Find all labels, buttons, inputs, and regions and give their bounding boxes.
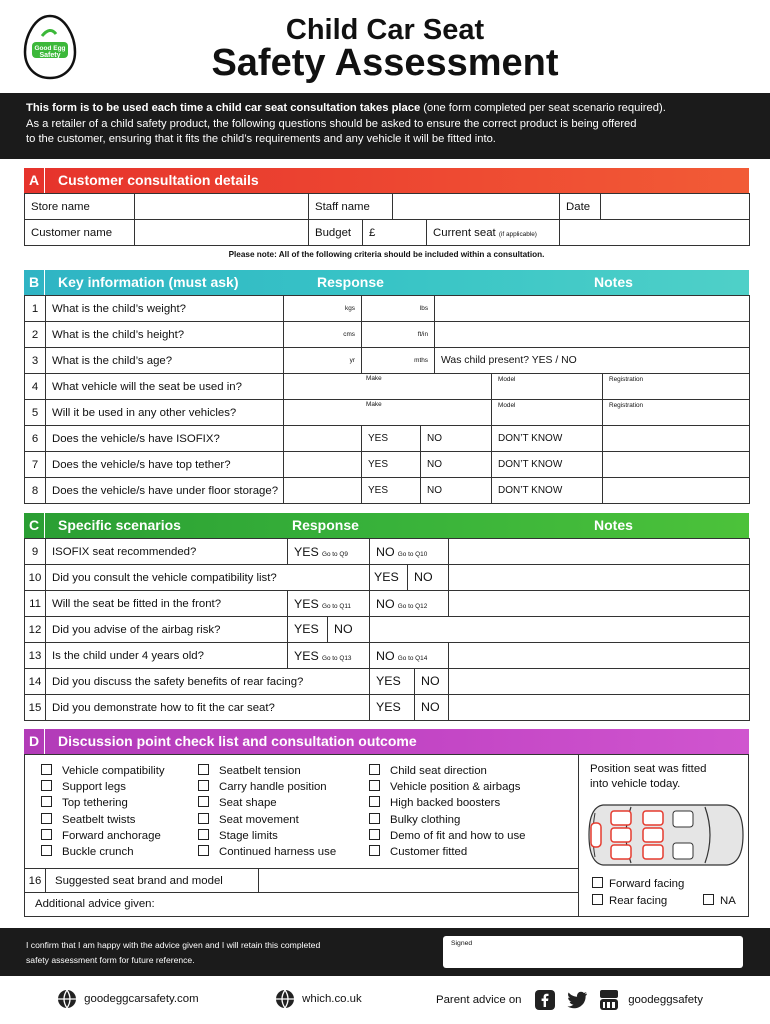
height-cms-field[interactable]: cms (284, 322, 362, 348)
q15-no[interactable]: NO (421, 700, 440, 714)
staff-name-field[interactable] (393, 194, 560, 220)
checkbox[interactable] (198, 813, 209, 824)
title-line-2: Safety Assessment (211, 42, 559, 84)
youtube-icon[interactable] (599, 989, 619, 1011)
age-mths-field[interactable]: mths (362, 348, 435, 374)
criteria-note: Please note: All of the following criteria should be included within a consultation. (228, 250, 545, 259)
section-b-notes: Notes (594, 274, 633, 290)
q5-registration[interactable]: Registration (603, 400, 750, 426)
checkbox[interactable] (41, 796, 52, 807)
q10-notes[interactable] (449, 565, 750, 591)
footer-site-1[interactable]: goodeggcarsafety.com (57, 989, 199, 1009)
q6-yes[interactable]: YES (362, 426, 421, 452)
q6-notes[interactable] (603, 426, 750, 452)
section-b-response: Response (317, 274, 384, 290)
checkbox[interactable] (41, 764, 52, 775)
seat-position-panel (578, 755, 749, 916)
q8-no[interactable]: NO (421, 478, 492, 504)
current-seat-label: Current seat (if applicable) (427, 220, 560, 246)
q16-row (25, 868, 578, 893)
list-item[interactable]: Demo of fit and how to use (369, 828, 526, 844)
checkbox[interactable] (41, 845, 52, 856)
q5-spacer (284, 400, 492, 426)
checkbox[interactable] (592, 877, 603, 888)
car-top-view-icon[interactable] (587, 799, 745, 871)
q16-text: Suggested seat brand and model (55, 875, 223, 887)
section-a-title: Customer consultation details (58, 172, 259, 188)
footer-social (436, 989, 703, 1011)
q7-notes[interactable] (603, 452, 750, 478)
list-item[interactable]: Vehicle compatibility (41, 763, 165, 779)
list-item[interactable]: Bulky clothing (369, 812, 526, 828)
table-row: 14 Did you discuss the safety benefits of rear facing? YES NO (25, 669, 750, 695)
section-c-notes: Notes (594, 517, 633, 533)
table-row: 1 What is the child’s weight? kgs lbs (25, 296, 750, 322)
q6-dont-know[interactable]: DON’T KNOW (492, 426, 603, 452)
q11-no-goto: Go to Q12 (397, 602, 428, 610)
checkbox[interactable] (198, 780, 209, 791)
table-row: 11 Will the seat be fitted in the front? YES Go to Q11 NO Go to Q12 (25, 591, 750, 617)
q14-no[interactable]: NO (421, 674, 440, 688)
height-ftin-field[interactable]: ft/in (362, 322, 435, 348)
social-handle[interactable]: goodeggsafety (628, 994, 703, 1007)
checklist-col-2 (198, 763, 336, 860)
checkbox[interactable] (198, 845, 209, 856)
additional-advice-label: Additional advice given: (35, 898, 155, 910)
q13-text: Is the child under 4 years old? (46, 643, 288, 669)
q15-text: Did you demonstrate how to fit the car seat? (46, 695, 370, 721)
section-d-title: Discussion point check list and consultation outcome (58, 733, 417, 749)
confirmation-text: I confirm that I am happy with the advice given and I will retain this completed safety assessment form for future reference. (26, 940, 321, 965)
table-row: 9 ISOFIX seat recommended? YES Go to Q9 NO Go to Q10 (25, 539, 750, 565)
list-item[interactable]: Forward anchorage (41, 828, 165, 844)
checkbox[interactable] (369, 780, 380, 791)
q4-registration[interactable]: Registration (603, 374, 750, 400)
table-row: 13 Is the child under 4 years old? YES Go to Q13 NO Go to Q14 (25, 643, 750, 669)
title-line-1: Child Car Seat (285, 14, 485, 46)
section-d-header (24, 729, 749, 754)
intro-paren: (one form completed per seat scenario required). (420, 102, 666, 114)
section-c-table (24, 538, 750, 721)
customer-name-field[interactable] (135, 220, 309, 246)
twitter-icon[interactable] (566, 991, 588, 1009)
list-item[interactable]: Vehicle position & airbags (369, 779, 526, 795)
signature-field[interactable] (443, 936, 743, 968)
checkbox[interactable] (592, 894, 603, 905)
q9-notes[interactable] (449, 539, 750, 565)
q13-no[interactable]: NO Go to Q14 (370, 643, 449, 669)
list-item[interactable]: Support legs (41, 779, 165, 795)
q7-no[interactable]: NO (421, 452, 492, 478)
section-d-box (24, 754, 749, 917)
rear-facing-option[interactable]: Rear facing (592, 894, 667, 907)
q9-no-goto: Go to Q10 (397, 550, 428, 558)
checkbox[interactable] (369, 845, 380, 856)
intro-banner (0, 93, 770, 159)
checkbox[interactable] (369, 829, 380, 840)
q16-number: 16 (25, 869, 46, 893)
q11-text: Will the seat be fitted in the front? (46, 591, 288, 617)
good-egg-safety-logo (22, 14, 78, 80)
q7-yes[interactable]: YES (362, 452, 421, 478)
intro-line-3: to the customer, ensuring that it fits the child’s requirements and any vehicle it will be fitted into. (26, 133, 496, 145)
q8-yes[interactable]: YES (362, 478, 421, 504)
q12-no[interactable]: NO (334, 622, 353, 636)
section-a-letter: A (24, 168, 45, 193)
table-row: 12 Did you advise of the airbag risk? YES NO (25, 617, 750, 643)
list-item[interactable]: Customer fitted (369, 844, 526, 860)
q4-spacer (284, 374, 492, 400)
q13-yes-goto: Go to Q13 (321, 654, 352, 662)
current-seat-field[interactable] (560, 220, 750, 246)
q12-yes[interactable]: YES (288, 617, 328, 642)
checkbox[interactable] (198, 829, 209, 840)
checkbox[interactable] (198, 764, 209, 775)
confirmation-banner (0, 928, 770, 976)
checkbox[interactable] (703, 894, 714, 905)
logo-text-safety: Safety (39, 52, 61, 59)
q1-text: What is the child’s weight? (46, 296, 284, 322)
q10-no[interactable]: NO (414, 570, 433, 584)
section-b-header (24, 270, 749, 295)
q10-text: Did you consult the vehicle compatibility list? (46, 565, 370, 591)
staff-name-label: Staff name (309, 194, 393, 220)
table-row: 6 Does the vehicle/s have ISOFIX? YES NO DON’T KNOW (25, 426, 750, 452)
list-item[interactable]: High backed boosters (369, 795, 526, 811)
list-item[interactable]: Seatbelt twists (41, 812, 165, 828)
list-item[interactable]: Seatbelt tension (198, 763, 336, 779)
q9-text: ISOFIX seat recommended? (46, 539, 288, 565)
date-label: Date (560, 194, 601, 220)
q4-text: What vehicle will the seat be used in? (46, 374, 284, 400)
table-row: 15 Did you demonstrate how to fit the car seat? YES NO (25, 695, 750, 721)
checkbox[interactable] (198, 796, 209, 807)
table-row: 3 What is the child’s age? yr mths Was child present? YES / NO (25, 348, 750, 374)
q10-yes[interactable]: YES (370, 565, 408, 590)
q5-make[interactable]: Make (366, 401, 382, 408)
globe-icon (275, 989, 295, 1009)
q13-notes[interactable] (449, 643, 750, 669)
q2-notes[interactable] (435, 322, 750, 348)
checkbox[interactable] (369, 764, 380, 775)
q13-yes[interactable]: YES Go to Q13 (288, 643, 370, 669)
customer-name-label: Customer name (25, 220, 135, 246)
q15-notes[interactable] (449, 695, 750, 721)
child-present[interactable]: Was child present? YES / NO (435, 348, 750, 374)
if-applicable: (if applicable) (498, 230, 537, 238)
store-name-label: Store name (25, 194, 135, 220)
section-c-letter: C (24, 513, 45, 538)
table-row: 5 Will it be used in any other vehicles? Model Registration (25, 400, 750, 426)
q1-notes[interactable] (435, 296, 750, 322)
intro-line-2: As a retailer of a child safety product, the following questions should be asked to ensure the correct product is being offered (26, 117, 637, 130)
q15-yes[interactable]: YES (370, 695, 415, 720)
store-name-field[interactable] (135, 194, 309, 220)
list-item[interactable]: Buckle crunch (41, 844, 165, 860)
facebook-icon[interactable] (535, 990, 555, 1010)
signed-label: Signed (451, 940, 473, 947)
q6-no[interactable]: NO (421, 426, 492, 452)
logo-text-good-egg: Good Egg (34, 45, 66, 52)
currency-symbol: £ (369, 226, 376, 239)
globe-icon (57, 989, 77, 1009)
q14-text: Did you discuss the safety benefits of rear facing? (46, 669, 370, 695)
checkbox[interactable] (41, 813, 52, 824)
table-row: 8 Does the vehicle/s have under floor storage? YES NO DON’T KNOW (25, 478, 750, 504)
weight-lbs-field[interactable]: lbs (362, 296, 435, 322)
section-c-header (24, 513, 749, 538)
section-c-title: Specific scenarios (58, 517, 181, 533)
list-item[interactable]: Top tethering (41, 795, 165, 811)
q8-notes[interactable] (603, 478, 750, 504)
section-b-letter: B (24, 270, 45, 295)
na-option[interactable]: NA (703, 894, 736, 907)
q4-make[interactable]: Make (366, 375, 382, 382)
list-item[interactable]: Stage limits (198, 828, 336, 844)
q7-dont-know[interactable]: DON’T KNOW (492, 452, 603, 478)
q9-no[interactable]: NO Go to Q10 (370, 539, 449, 565)
list-item[interactable]: Seat movement (198, 812, 336, 828)
q5-text: Will it be used in any other vehicles? (46, 400, 284, 426)
q11-notes[interactable] (449, 591, 750, 617)
forward-facing-option[interactable]: Forward facing (592, 877, 684, 890)
q11-yes[interactable]: YES Go to Q11 (288, 591, 370, 617)
q4-model[interactable]: Model (492, 374, 603, 400)
list-item[interactable]: Child seat direction (369, 763, 526, 779)
section-a-header (24, 168, 749, 193)
q11-no[interactable]: NO Go to Q12 (370, 591, 449, 617)
q9-yes-goto: Go to Q9 (321, 550, 348, 558)
position-label: Position seat was fitted into vehicle today. (590, 763, 707, 790)
section-c-response: Response (292, 517, 359, 533)
q11-yes-goto: Go to Q11 (321, 602, 351, 610)
q7-text: Does the vehicle/s have top tether? (46, 452, 284, 478)
q2-text: What is the child’s height? (46, 322, 284, 348)
footer-site-2[interactable]: which.co.uk (275, 989, 362, 1009)
checkbox[interactable] (41, 780, 52, 791)
q6-text: Does the vehicle/s have ISOFIX? (46, 426, 284, 452)
checkbox[interactable] (369, 796, 380, 807)
checkbox[interactable] (41, 829, 52, 840)
intro-bold: This form is to be used each time a child car seat consultation takes place (26, 102, 421, 114)
q9-yes[interactable]: YES Go to Q9 (288, 539, 370, 565)
list-item[interactable]: Seat shape (198, 795, 336, 811)
checkbox[interactable] (369, 813, 380, 824)
q14-yes[interactable]: YES (370, 669, 415, 694)
q8-text: Does the vehicle/s have under floor storage? (46, 478, 284, 504)
table-row: 7 Does the vehicle/s have top tether? YES NO DON’T KNOW (25, 452, 750, 478)
checklist-col-3 (369, 763, 526, 860)
budget-field[interactable] (363, 220, 427, 246)
parent-advice-label: Parent advice on (436, 994, 522, 1007)
budget-label: Budget (309, 220, 363, 246)
section-b-title: Key information (must ask) (58, 274, 239, 290)
checklist-col-1 (41, 763, 165, 860)
q3-text: What is the child’s age? (46, 348, 284, 374)
table-row: 2 What is the child’s height? cms ft/in (25, 322, 750, 348)
age-yr-field[interactable]: yr (284, 348, 362, 374)
section-d-letter: D (24, 729, 45, 754)
date-field[interactable] (601, 194, 750, 220)
q12-text: Did you advise of the airbag risk? (46, 617, 288, 643)
list-item[interactable]: Continued harness use (198, 844, 336, 860)
table-row: 4 What vehicle will the seat be used in? Model Registration (25, 374, 750, 400)
weight-kgs-field[interactable]: kgs (284, 296, 362, 322)
q12-notes[interactable] (370, 617, 750, 643)
q14-notes[interactable] (449, 669, 750, 695)
q8-dont-know[interactable]: DON’T KNOW (492, 478, 603, 504)
q5-model[interactable]: Model (492, 400, 603, 426)
q13-no-goto: Go to Q14 (397, 654, 428, 662)
section-b-table (24, 295, 750, 504)
list-item[interactable]: Carry handle position (198, 779, 336, 795)
section-a-table (24, 193, 750, 246)
table-row: 10 Did you consult the vehicle compatibility list? YES NO (25, 565, 750, 591)
